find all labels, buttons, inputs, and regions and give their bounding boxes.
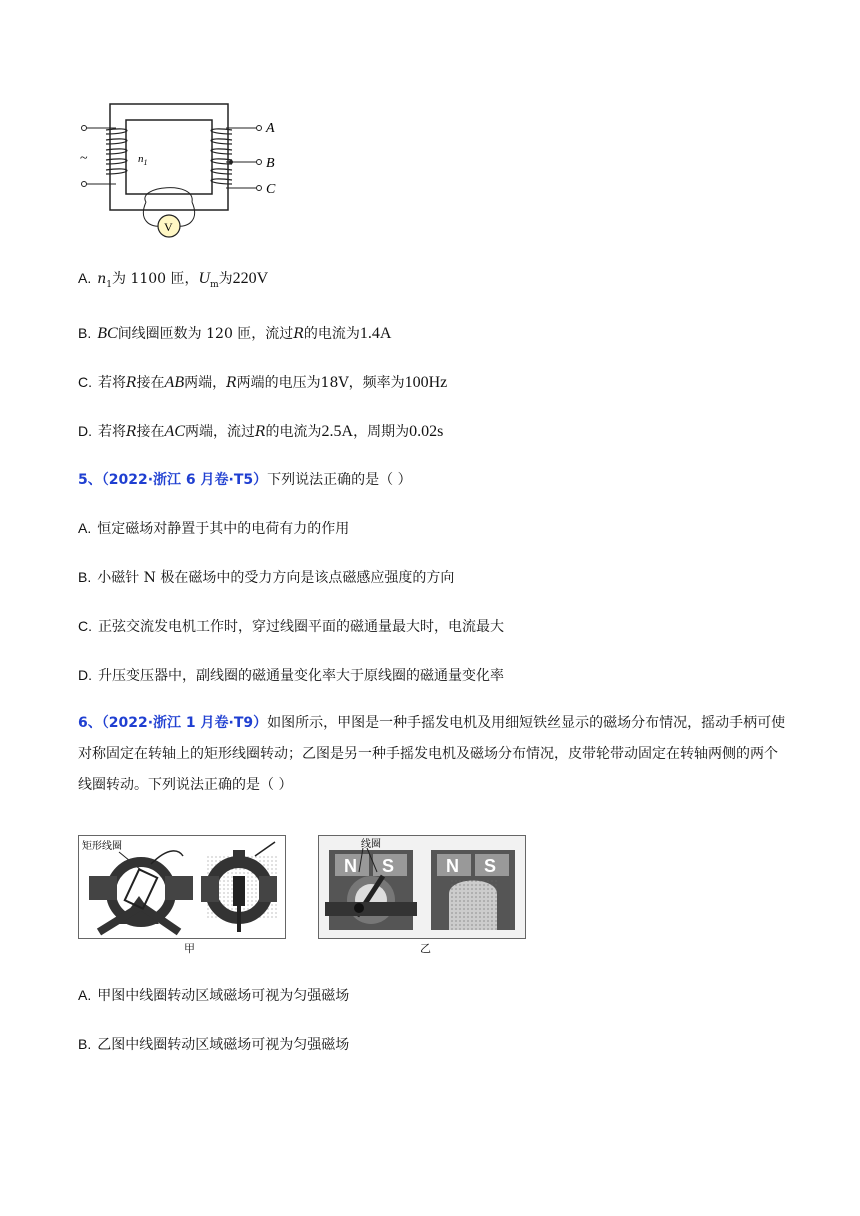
question-5-tag: 5、（2022·浙江 6 月卷·T5） — [78, 472, 268, 488]
q6-option-a[interactable]: A. 甲图中线圈转动区域磁场可视为匀强磁场 — [78, 987, 350, 1004]
transformer-figure — [76, 100, 286, 240]
secondary-coil — [211, 129, 232, 184]
terminal-C-label: C — [266, 182, 276, 197]
terminal-B-label: B — [266, 156, 275, 171]
q4-option-d[interactable]: D. 若将R接在AC两端，流过R的电流为2.5A，周期为0.02s — [78, 423, 444, 440]
q4-option-a[interactable]: A. $n_1$为 1100 匝，$U_m$为220V — [78, 270, 269, 290]
question-6-stem: 6、（2022·浙江 1 月卷·T9）如图所示，甲图是一种手摇发电机及用细短铁丝显示的磁场分布情况，摇动手柄可使对称固定在转轴上的矩形线圈转动；乙图是另一种手摇发电机及磁场分布情况，皮带轮带动固定在转轴两侧的两个线圈转动。下列说法正确的是（ ） — [78, 715, 786, 793]
q5-option-c[interactable]: C. 正弦交流发电机工作时，穿过线圈平面的磁通量最大时，电流最大 — [78, 618, 504, 635]
right-magnet-s: S — [484, 856, 497, 876]
question-5-stem: 5、（2022·浙江 6 月卷·T5）下列说法正确的是（ ） — [78, 472, 412, 488]
q4-option-c[interactable]: C. 若将R接在AB两端，R两端的电压为18V，频率为100Hz — [78, 374, 448, 391]
question-6-tag: 6、（2022·浙江 1 月卷·T9） — [78, 715, 268, 731]
n1-label: $n_1$ — [138, 153, 148, 167]
q5-option-d[interactable]: D. 升压变压器中，副线圈的磁通量变化率大于原线圈的磁通量变化率 — [78, 667, 504, 684]
left-magnet-s: S — [382, 856, 395, 876]
q4-option-b[interactable]: B. BC间线圈匝数为 120 匝，流过R的电流为1.4A — [78, 325, 392, 342]
left-magnet-n: N — [344, 856, 357, 876]
figure-yi-caption: 乙 — [420, 942, 431, 955]
figure-yi — [318, 835, 526, 939]
rect-coil-label: 矩形线圈 — [82, 841, 122, 852]
coil-label: 线圈 — [361, 839, 381, 850]
terminal-A-label: A — [266, 121, 275, 136]
voltmeter-label: V — [164, 220, 173, 234]
right-magnet-n: N — [446, 856, 459, 876]
q5-option-a[interactable]: A. 恒定磁场对静置于其中的电荷有力的作用 — [78, 520, 350, 537]
ac-source-symbol: ~ — [80, 151, 88, 166]
q5-option-b[interactable]: B. 小磁针 N 极在磁场中的受力方向是该点磁感应强度的方向 — [78, 569, 455, 586]
figure-jia-caption: 甲 — [184, 942, 195, 955]
figure-jia — [78, 835, 286, 939]
primary-coil — [106, 129, 127, 174]
q6-option-b[interactable]: B. 乙图中线圈转动区域磁场可视为匀强磁场 — [78, 1036, 350, 1053]
